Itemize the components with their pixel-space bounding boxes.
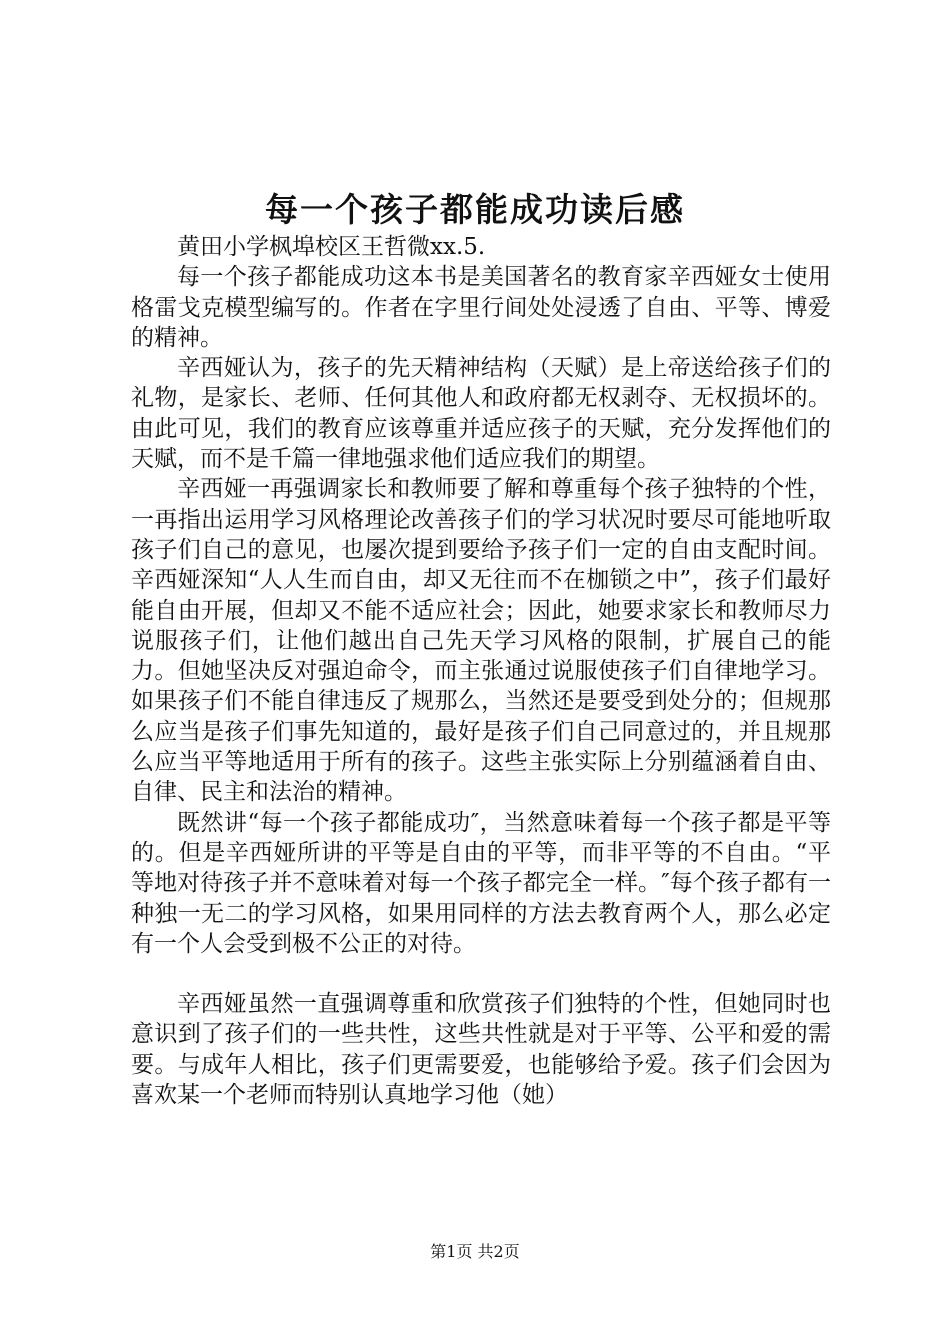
- byline: 黄田小学枫埠校区王哲微xx.5.: [177, 234, 486, 260]
- paragraph-1: 每一个孩子都能成功这本书是美国著名的教育家辛西娅女士使用格雷戈克模型编写的。作者在字里行间处处浸透了自由、平等、博爱的精神。: [131, 264, 831, 351]
- page-number-footer: 第1页 共2页: [430, 1242, 520, 1261]
- paragraph-4: 既然讲“每一个孩子都能成功″，当然意味着每一个孩子都是平等的。但是辛西娅所讲的平等是自由的平等，而非平等的不自由。“平等地对待孩子并不意味着对每一个孩子都完全一样。″每个孩子都有一种独一无二的学习风格，如果用同样的方法去教育两个人，那么必定有一个人会受到极不公正的对待。: [131, 809, 831, 957]
- paragraph-2: 辛西娅认为，孩子的先天精神结构（天赋）是上帝送给孩子们的礼物，是家长、老师、任何其他人和政府都无权剥夺、无权损坏的。由此可见，我们的教育应该尊重并适应孩子的天赋，充分发挥他们的天赋，而不是千篇一律地强求他们适应我们的期望。: [131, 355, 831, 473]
- document-title: 每一个孩子都能成功读后感: [265, 190, 685, 229]
- document-body: [131, 232, 831, 1110]
- paragraph-5: 辛西娅虽然一直强调尊重和欣赏孩子们独特的个性，但她同时也意识到了孩子们的一些共性，这些共性就是对于平等、公平和爱的需要。与成年人相比，孩子们更需要爱，也能够给予爱。孩子们会因为喜欢某一个老师而特别认真地学习他（她）: [131, 991, 831, 1109]
- paragraph-3: 辛西娅一再强调家长和教师要了解和尊重每个孩子独特的个性，一再指出运用学习风格理论改善孩子们的学习状况时要尽可能地听取孩子们自己的意见，也屡次提到要给予孩子们一定的自由支配时间。辛西娅深知“人人生而自由，却又无往而不在枷锁之中”，孩子们最好能自由开展，但却又不能不适应社会；因此，她要求家长和教师尽力说服孩子们，让他们越出自己先天学习风格的限制，扩展自己的能力。但她坚决反对强迫命令，而主张通过说服使孩子们自律地学习。如果孩子们不能自律违反了规那么，当然还是要受到处分的；但规那么应当是孩子们事先知道的，最好是孩子们自己同意过的，并且规那么应当平等地适用于所有的孩子。这些主张实际上分别蕴涵着自由、自律、民主和法治的精神。: [131, 476, 831, 806]
